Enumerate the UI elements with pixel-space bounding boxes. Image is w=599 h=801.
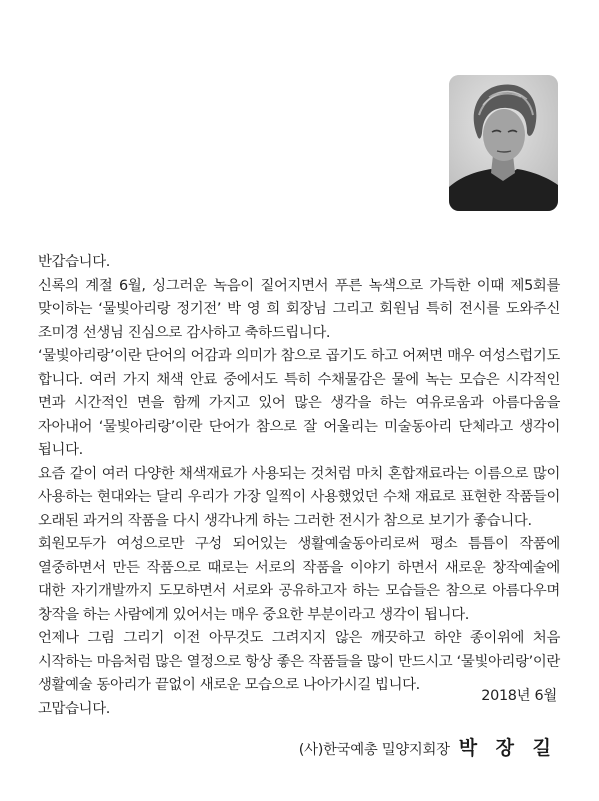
letter-paragraph-2: ‘물빛아리랑’이란 단어의 어감과 의미가 참으로 곱기도 하고 어쩌면 매우 여성스럽기도 합니다. 여러 가지 채색 안료 중에서도 특히 수채물감은 물에 녹는 모습은 시각적인 면과 시간적인 면을 함께 가지고 있어 많은 생각을 하는 여유로움과 아름다움을 자아내어 ‘물빛아리랑’이란 단어가 참으로 잘 어울리는 미술동아리 단체라고 생각이 됩니다. [38,348,560,458]
letter-paragraph-1: 신록의 계절 6월, 싱그러운 녹음이 짙어지면서 푸른 녹색으로 가득한 이때 제5회를 맞이하는 ‘물빛아리랑 정기전’ 박 영 희 회장님 그리고 회원님 특히 전시를 도와주신 조미경 선생님 진심으로 감사하고 축하드립니다. [38,277,560,341]
letter-paragraph-3: 요즘 같이 여러 다양한 채색재료가 사용되는 것처럼 마치 혼합재료라는 이름으로 많이 사용하는 현대와는 달리 우리가 가장 일찍이 사용했었던 수채 재료로 표현한 작품들이 오래된 과거의 작품을 다시 생각나게 하는 그러한 전시가 참으로 보기가 좋습니다. [38,465,560,529]
letter-paragraph-4: 회원모두가 여성으로만 구성 되어있는 생활예술동아리로써 평소 틈틈이 작품에 열중하면서 만든 작품으로 때로는 서로의 작품을 이야기 하면서 새로운 창작예술에 대한 자기개발까지 도모하면서 서로와 공유하고자 하는 모습들은 참으로 아름다우며 창작을 하는 사람에게 있어서는 매우 중요한 부분이라고 생각이 됩니다. [38,536,560,623]
letter-paragraph-5: 언제나 그림 그리기 이전 아무것도 그려지지 않은 깨끗하고 하얀 종이위에 처음 시작하는 마음처럼 많은 열정으로 항상 좋은 작품들을 많이 만드시고 ‘물빛아리랑’이란 생활예술 동아리가 끝없이 새로운 모습으로 나아가시길 빕니다. [38,630,560,693]
portrait-photo [449,75,558,211]
signer-name: 박 장 길 [458,737,557,759]
letter-date: 2018년 6월 [481,688,557,704]
signature-block [299,733,557,760]
letter-body [38,251,560,721]
letter-paragraph-greeting: 반갑습니다. [38,254,110,270]
portrait-icon [449,75,558,211]
letter-paragraph-closing: 고맙습니다. [38,700,110,717]
signer-organization: (사)한국예총 밀양지회장 [298,742,450,758]
